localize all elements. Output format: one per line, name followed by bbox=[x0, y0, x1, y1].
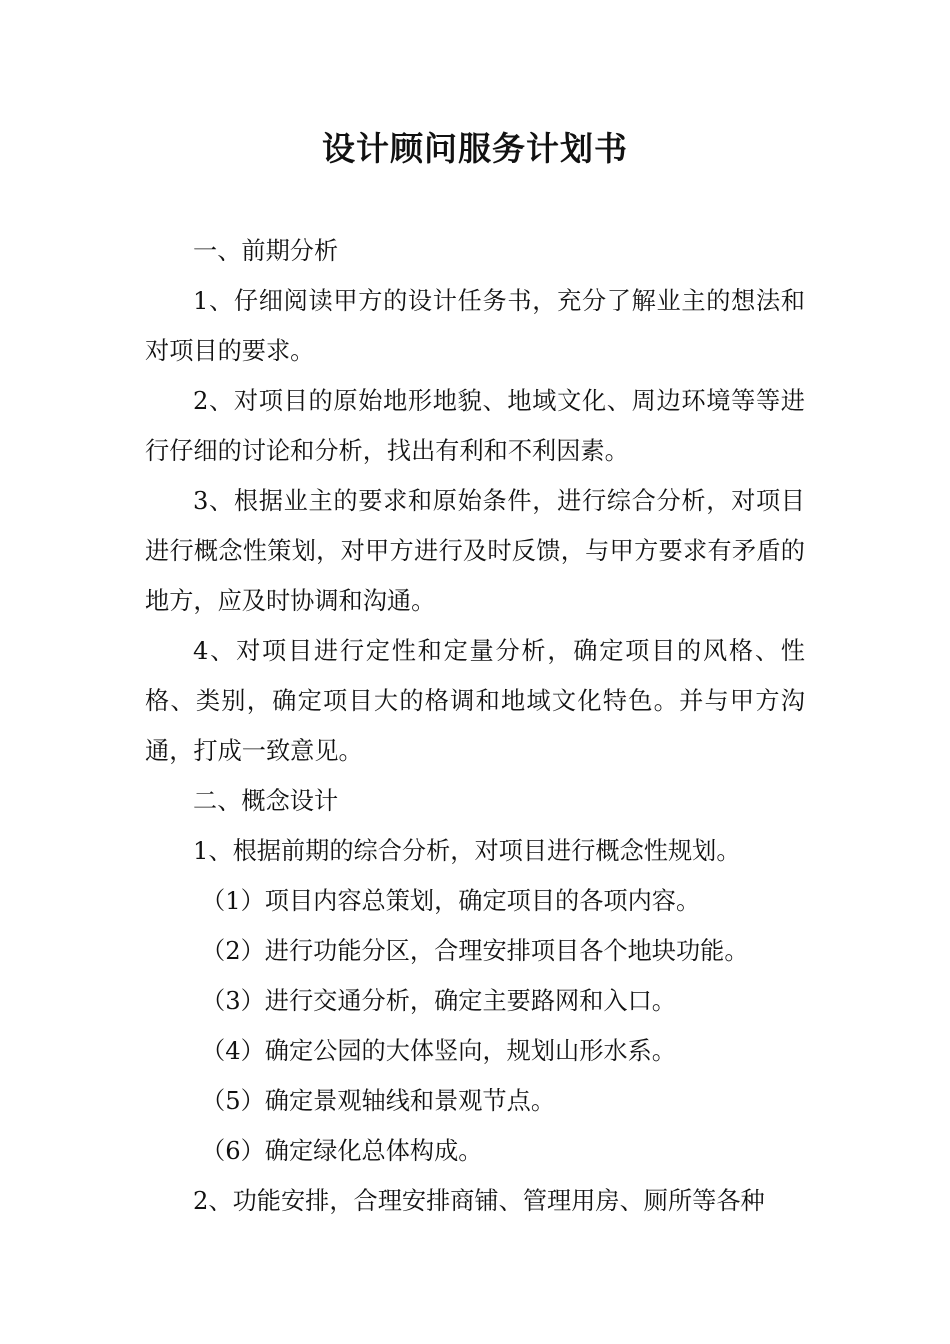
sub-item-4: （4）确定公园的大体竖向，规划山形水系。 bbox=[201, 1037, 676, 1065]
paragraph-concept-1: 1、根据前期的综合分析，对项目进行概念性规划。 bbox=[193, 837, 741, 865]
section-heading-preliminary-analysis: 一、前期分析 bbox=[193, 237, 339, 265]
paragraph-concept-2: 2、功能安排，合理安排商铺、管理用房、厕所等各种 bbox=[193, 1187, 765, 1215]
paragraph-item-2: 2、对项目的原始地形地貌、地域文化、周边环境等等进行仔细的讨论和分析，找出有利和不利因素。 bbox=[145, 387, 805, 465]
paragraph-item-1: 1、仔细阅读甲方的设计任务书，充分了解业主的想法和对项目的要求。 bbox=[145, 287, 805, 365]
document-title: 设计顾问服务计划书 bbox=[322, 129, 628, 168]
paragraph-item-3: 3、根据业主的要求和原始条件，进行综合分析，对项目进行概念性策划，对甲方进行及时反馈，与甲方要求有矛盾的地方，应及时协调和沟通。 bbox=[145, 487, 805, 615]
sub-item-3: （3）进行交通分析，确定主要路网和入口。 bbox=[201, 987, 676, 1015]
document-body bbox=[145, 226, 805, 1226]
paragraph-item-4: 4、对项目进行定性和定量分析，确定项目的风格、性格、类别，确定项目大的格调和地域文化特色。并与甲方沟通，打成一致意见。 bbox=[145, 637, 805, 765]
sub-item-2: （2）进行功能分区，合理安排项目各个地块功能。 bbox=[201, 937, 749, 965]
sub-item-6: （6）确定绿化总体构成。 bbox=[201, 1137, 483, 1165]
section-heading-concept-design: 二、概念设计 bbox=[193, 787, 339, 815]
sub-item-5: （5）确定景观轴线和景观节点。 bbox=[201, 1087, 556, 1115]
sub-item-1: （1）项目内容总策划，确定项目的各项内容。 bbox=[201, 887, 701, 915]
